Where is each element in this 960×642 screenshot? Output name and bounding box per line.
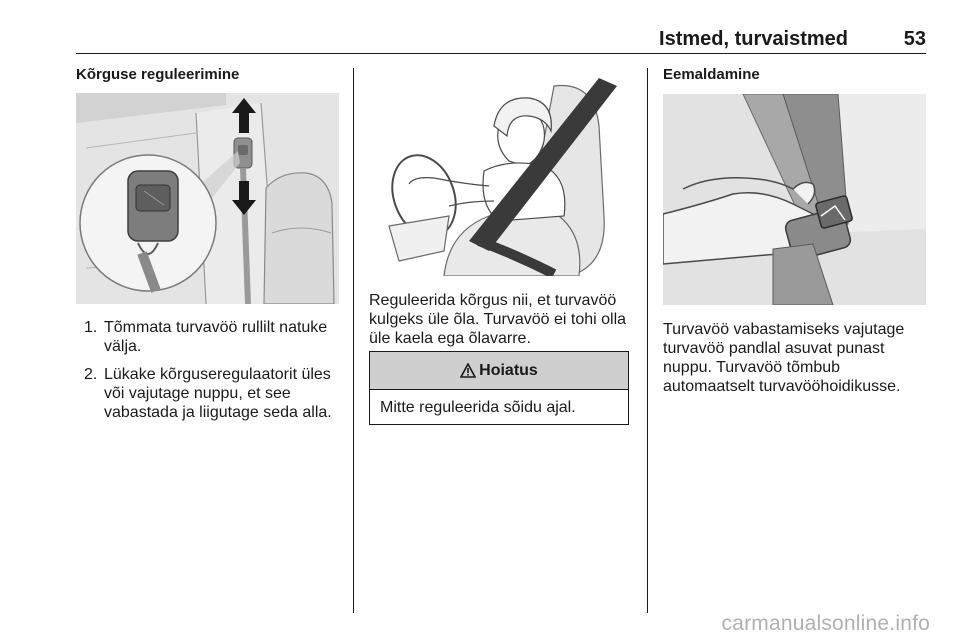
column-divider-1 xyxy=(353,68,354,613)
driver-belt-position-illustration xyxy=(369,66,631,276)
buckle-release-illustration xyxy=(663,94,926,305)
step-text: Lükake kõrguseregulaatorit üles või vajutage nuppu, et see vabastada ja liigutage seda alla. xyxy=(104,366,332,421)
list-item xyxy=(80,365,342,422)
warning-triangle-icon xyxy=(460,363,476,378)
column-divider-2 xyxy=(647,68,648,613)
warning-text: Mitte reguleerida sõidu ajal. xyxy=(380,399,576,416)
header-divider xyxy=(76,53,926,54)
page-number: 53 xyxy=(903,28,926,50)
step-text: Tõmmata turvavöö rullilt natuke välja. xyxy=(104,319,328,355)
section-heading-removal: Eemaldamine xyxy=(663,66,760,83)
list-item xyxy=(80,318,342,356)
buckle-release-paragraph: Turvavöö vabastamiseks vajutage turvavöö pandlal asuvat punast nuppu. Turvavöö tõmbub automaatselt turvavööhoidikusse. xyxy=(663,321,905,395)
warning-box xyxy=(369,351,629,425)
watermark: carmanualsonline.info xyxy=(721,612,930,635)
step-number: 1. xyxy=(84,319,98,336)
instruction-steps xyxy=(80,318,342,431)
step-number: 2. xyxy=(84,366,98,383)
warning-header xyxy=(370,352,628,390)
height-adjuster-illustration xyxy=(76,93,339,304)
belt-adjust-paragraph: Reguleerida kõrgus nii, et turvavöö kulgeks üle õla. Turvavöö ei tohi olla üle kaela ega õlavarre. xyxy=(369,292,627,347)
page-header-title: Istmed, turvaistmed xyxy=(659,28,848,50)
section-heading-height-adjust: Kõrguse reguleerimine xyxy=(76,66,240,83)
warning-title: Hoiatus xyxy=(479,361,538,379)
